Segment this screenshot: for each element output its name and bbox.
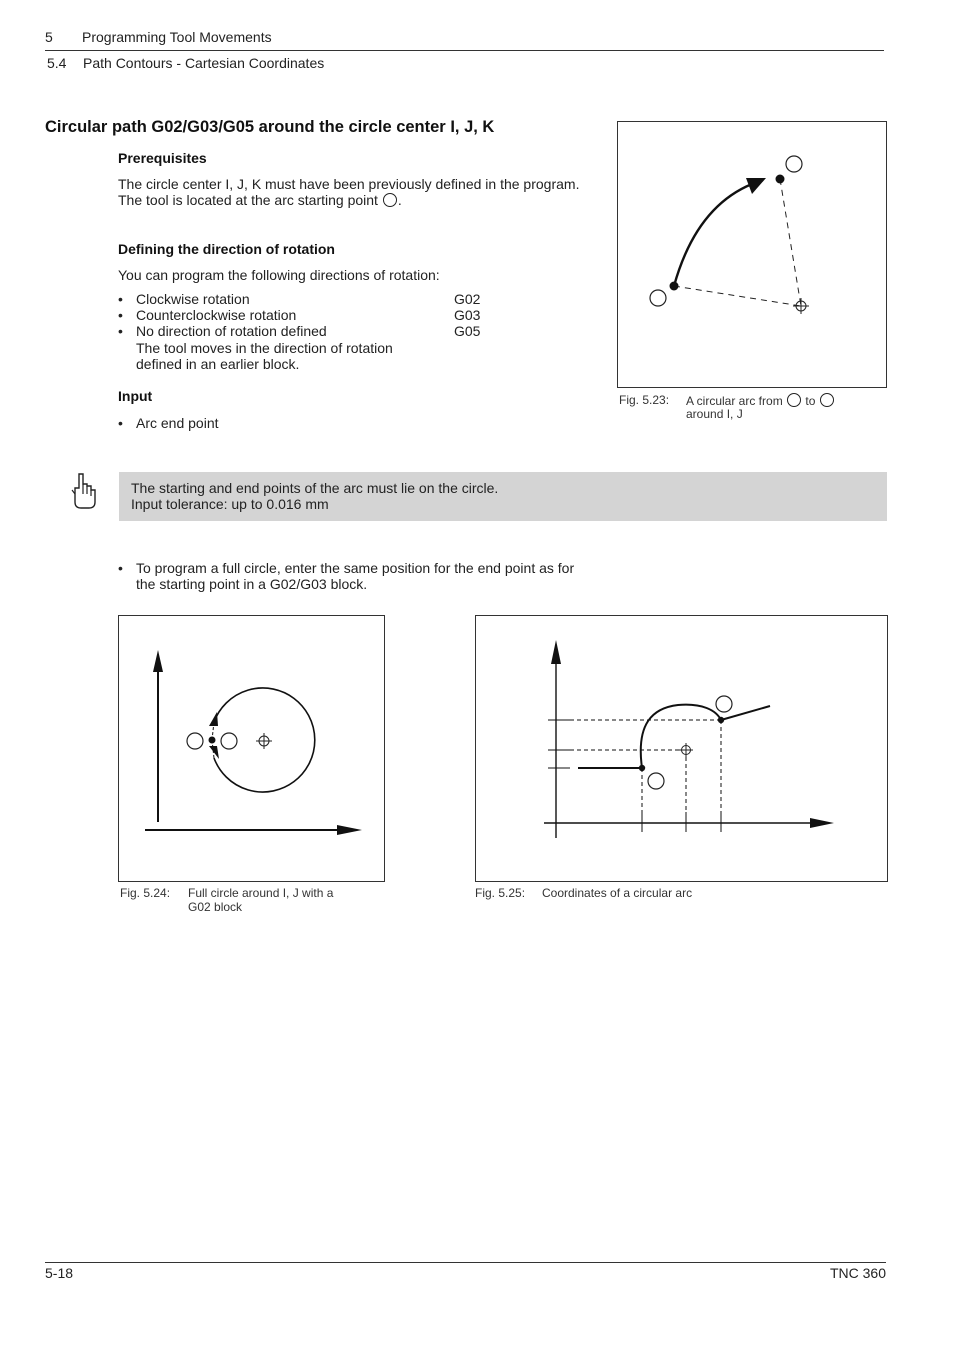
circle-center-crosshair-icon (256, 733, 272, 749)
start-point-circle-icon (787, 393, 801, 407)
start-point-label-circle (648, 773, 664, 789)
contour-line-out (721, 706, 770, 720)
end-point-dot (718, 717, 724, 723)
chapter-title: Programming Tool Movements (82, 29, 272, 45)
section-title: Path Contours - Cartesian Coordinates (83, 55, 325, 71)
header-rule (45, 50, 884, 51)
radius-end-dashed (780, 179, 801, 306)
chapter-number: 5 (45, 29, 53, 45)
footer-rule (45, 1262, 886, 1263)
fig-5-24-drawing (119, 616, 384, 881)
product-name: TNC 360 (829, 1265, 886, 1281)
rotation-code-g03: G03 (454, 307, 481, 323)
start-point-dot (670, 282, 679, 291)
end-point-label-circle (716, 696, 732, 712)
fig-5-25-drawing (476, 616, 887, 881)
note-line-2: Input tolerance: up to 0.016 mm (131, 496, 329, 512)
note-line-1: The starting and end points of the arc must lie on the circle. (131, 480, 499, 496)
start-point-label-circle (650, 290, 666, 306)
contour-arc (641, 705, 721, 768)
rotation-code-g05: G05 (454, 323, 481, 339)
x-axis-arrow (810, 818, 834, 828)
end-point-circle-icon (820, 393, 834, 407)
prereq-line-2: The tool is located at the arc starting point . (118, 192, 402, 208)
arc-path (674, 184, 752, 286)
figure-5-23 (617, 121, 887, 388)
start-point-dot (639, 765, 645, 771)
rotation-note: The tool moves in the direction of rotation defined in an earlier block. (136, 340, 393, 372)
prerequisites-heading: Prerequisites (118, 150, 207, 166)
end-point-dot (776, 175, 785, 184)
fig-5-23-drawing (618, 122, 886, 387)
page-number: 5-18 (45, 1265, 74, 1281)
circle-center-crosshair-icon (679, 743, 693, 757)
prerequisites-text (118, 176, 608, 208)
radius-start-dashed (674, 286, 801, 306)
start-point-circle-icon (383, 193, 397, 207)
start-end-point-dot (209, 737, 216, 744)
circle-center-crosshair-icon (793, 298, 809, 314)
rotation-heading: Defining the direction of rotation (118, 241, 335, 257)
end-point-label-circle (786, 156, 802, 172)
figure-5-25 (475, 615, 888, 882)
note-box (119, 472, 887, 521)
section-number: 5.4 (47, 55, 67, 71)
x-axis-arrow (337, 825, 362, 835)
figure-5-24 (118, 615, 385, 882)
y-axis-arrow (153, 650, 163, 672)
arc-arrowhead (746, 178, 766, 194)
y-axis-arrow (551, 640, 561, 664)
pointing-hand-icon (70, 472, 100, 510)
rotation-intro: You can program the following directions of rotation: (118, 267, 440, 283)
end-point-label-circle (221, 733, 237, 749)
rotation-code-g02: G02 (454, 291, 481, 307)
start-point-label-circle (187, 733, 203, 749)
prereq-line-1: The circle center I, J, K must have been previously defined in the program. (118, 176, 580, 192)
page-title: Circular path G02/G03/G05 around the circle center I, J, K (45, 118, 495, 136)
input-heading: Input (118, 388, 153, 404)
circle-arrow-upper (209, 712, 218, 726)
